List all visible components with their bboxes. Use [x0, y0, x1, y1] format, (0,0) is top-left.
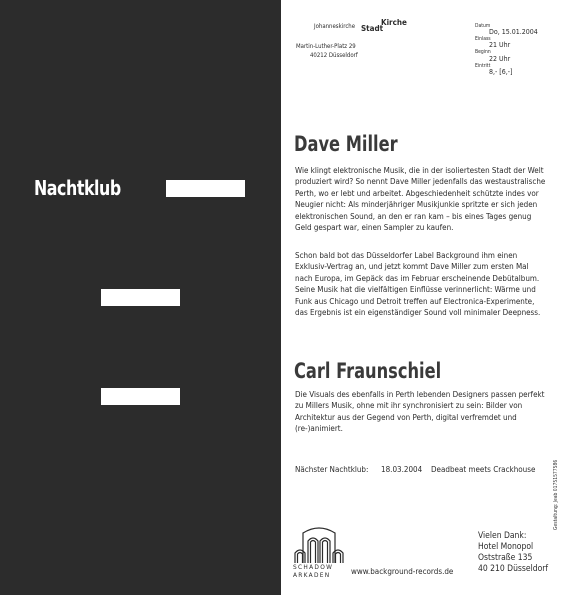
artist2-paragraph-1: Die Visuals des ebenfalls in Perth lebenden Designers passen perfekt zu Millers Musik, ohne mit ihr synchronisiert zu sein: Bilder von Architektur aus der Gegend von Perth, digital verfremdet und (re-)animiert. — [295, 390, 545, 434]
thanks-line-4: 40 210 Düsseldorf — [478, 564, 549, 574]
artist1-paragraph-1: Wie klingt elektronische Musik, die in der isoliertesten Stadt der Welt produziert wird? So nennt Dave Miller jedenfalls das westaustralische Perth, wo er lebt und arbeitet. Abgeschiedenheit schützte indes vor Neugier nicht: Als minderjähriger Musikjunkie spritzte er sich jeden elektronischen Sound, an den er ran kam – bis eines Tages genug Geld gespart war, einen Sampler zu kaufen. — [295, 166, 546, 233]
thanks-block — [478, 531, 548, 575]
address-line-1: Martin-Luther-Platz 29 — [296, 43, 356, 50]
next-event-title: Deadbeat meets Crackhouse — [431, 465, 536, 474]
stadt-word: Stadt — [361, 24, 384, 33]
datum-label: Datum — [475, 23, 491, 29]
nachtklub-title: Nachtklub — [34, 176, 121, 200]
artist1-heading: Dave Miller — [294, 132, 398, 156]
artist2-heading: Carl Fraunschiel — [294, 359, 442, 383]
beginn-label: Beginn — [475, 49, 491, 55]
church-name-small: Johanneskirche — [314, 23, 356, 30]
white-bar-2 — [101, 289, 180, 306]
next-event-label: Nächster Nachtklub: — [295, 465, 369, 474]
logo-text-line-2: ARKADEN — [293, 571, 331, 579]
datum-value: Do, 15.01.2004 — [489, 28, 538, 36]
kirche-word: Kirche — [381, 18, 407, 27]
thanks-line-3: Oststraße 135 — [478, 553, 533, 563]
design-credit-vertical: Gestaltung: Jeab 01751577586 — [553, 459, 559, 530]
artist1-paragraph-2: Schon bald bot das Düsseldorfer Label Background ihm einen Exklusiv-Vertrag an, und jetzt kommt Dave Miller zum ersten Mal nach Europa, im Gepäck das im Februar erscheinende Debütalbum. Seine Musik hat die vielfältigen Einflüsse verinnerlicht: Wärme und Funk aus Chicago und Detroit treffen auf Electronica-Experimente, das Ergebnis ist ein eigenständiger Sound voll minimaler Deepness. — [295, 251, 541, 318]
eintritt-label: Eintritt — [475, 63, 491, 69]
einlass-label: Einlass — [475, 36, 491, 42]
einlass-value: 21 Uhr — [489, 41, 511, 49]
address-line-2: 40212 Düsseldorf — [310, 52, 358, 59]
beginn-value: 22 Uhr — [489, 55, 511, 63]
thanks-line-2: Hotel Monopol — [478, 542, 534, 552]
logo-text-line-1: SCHADOW — [293, 563, 334, 571]
white-bar-3 — [101, 388, 180, 405]
white-bar-1 — [166, 180, 245, 197]
next-event-date: 18.03.2004 — [381, 465, 423, 474]
thanks-line-1: Vielen Dank: — [478, 531, 527, 541]
eintritt-value: 8,- [6,-] — [489, 68, 513, 76]
website-url: www.background-records.de — [351, 567, 454, 576]
